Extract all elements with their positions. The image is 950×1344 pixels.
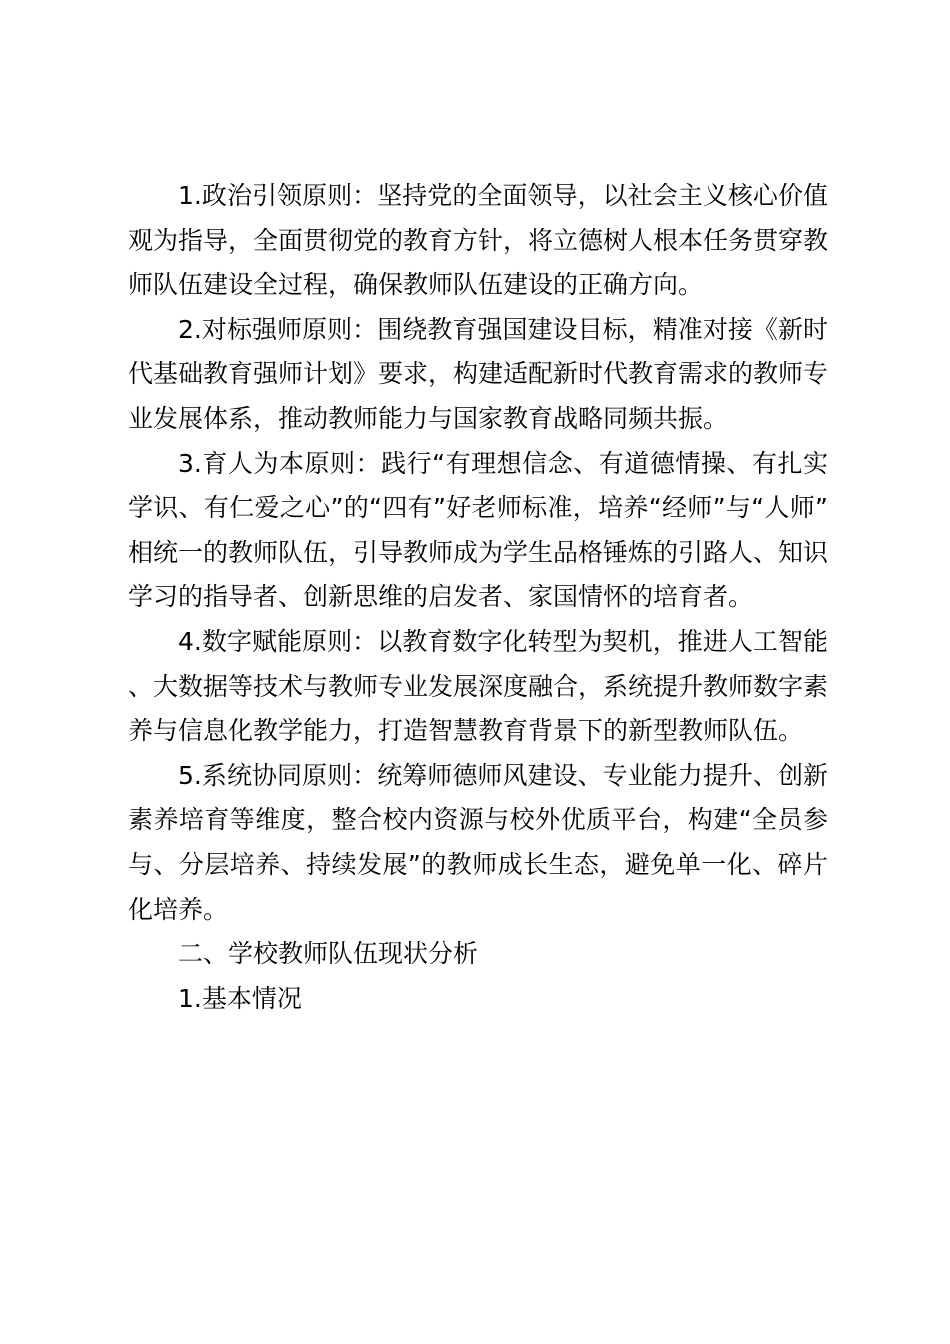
principle-system-coordination: 5.系统协同原则：统筹师德师风建设、专业能力提升、创新素养培育等维度，整合校内资源与校外优质平台，构建“全员参与、分层培养、持续发展”的教师成长生态，避免单一化、碎片化培养。 xyxy=(128,760,828,924)
principle-education-oriented: 3.育人为本原则：践行“有理想信念、有道德情操、有扎实学识、有仁爱之心”的“四有”好老师标准，培养“经师”与“人师”相统一的教师队伍，引导教师成为学生品格锤炼的引路人、知识学习的指导者、创新思维的启发者、家国情怀的培育者。 xyxy=(128,448,829,612)
subsection-heading-basic-situation: 1.基本情况 xyxy=(178,983,302,1013)
section-heading-status-analysis: 二、学校教师队伍现状分析 xyxy=(178,939,479,969)
principle-political-leadership: 1.政治引领原则：坚持党的全面领导，以社会主义核心价值观为指导，全面贯彻党的教育方针，将立德树人根本任务贯穿教师队伍建设全过程，确保教师队伍建设的正确方向。 xyxy=(128,181,829,300)
principle-digital-empowerment: 4.数字赋能原则：以教育数字化转型为契机，推进人工智能、大数据等技术与教师专业发展深度融合，系统提升教师数字素养与信息化教学能力，打造智慧教育背景下的新型教师队伍。 xyxy=(128,626,829,746)
principle-benchmark-strong-teachers: 2.对标强师原则：围绕教育强国建设目标，精准对接《新时代基础教育强师计划》要求，构建适配新时代教育需求的教师专业发展体系，推动教师能力与国家教育战略同频共振。 xyxy=(128,314,829,433)
document-body xyxy=(128,174,828,1021)
